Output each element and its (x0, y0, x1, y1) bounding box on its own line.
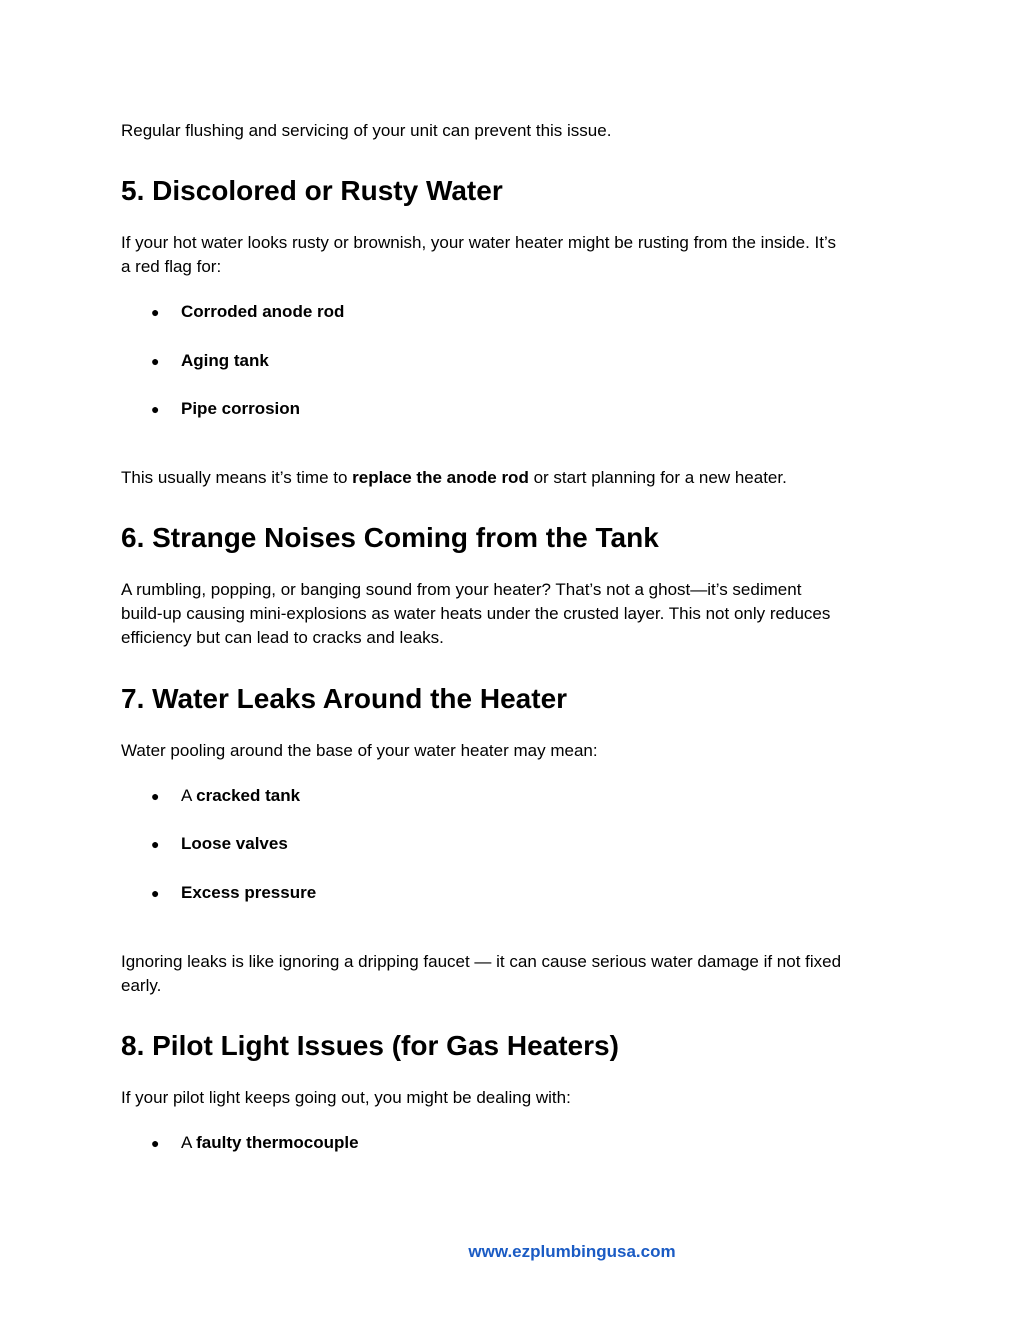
section-5-closing-paragraph: This usually means it’s time to replace the anode rod or start planning for a new heater. (121, 468, 787, 487)
section-8-paragraph: If your pilot light keeps going out, you might be dealing with: (121, 1088, 571, 1107)
list-item-cracked-tank: ● A cracked tank (151, 784, 300, 808)
footer-website-link[interactable]: www.ezplumbingusa.com (468, 1242, 676, 1261)
intro-paragraph: Regular flushing and servicing of your unit can prevent this issue. (121, 121, 612, 140)
bullet-icon: ● (151, 836, 160, 852)
bullet-icon: ● (151, 788, 160, 804)
section-8-heading: 8. Pilot Light Issues (for Gas Heaters) (121, 1030, 619, 1061)
section-5-heading: 5. Discolored or Rusty Water (121, 175, 503, 206)
section-6-paragraph-line-2: build-up causing mini-explosions as water heats under the crusted layer. This not only reduces (121, 604, 831, 623)
footer (0, 1241, 1024, 1263)
bullet-icon: ● (151, 885, 160, 901)
section-7-closing-line-2: early. (121, 976, 162, 995)
list-item-aging-tank (151, 349, 269, 373)
section-7-heading: 7. Water Leaks Around the Heater (121, 683, 568, 714)
list-item-corroded-anode-rod (151, 300, 344, 324)
section-5-paragraph-line-1: If your hot water looks rusty or brownish, your water heater might be rusting from the inside. It’s (121, 233, 836, 252)
list-item-faulty-thermocouple: ● A faulty thermocouple (151, 1131, 359, 1155)
list-item-label: Corroded anode rod (181, 302, 345, 321)
section-5-paragraph-line-2: a red flag for: (121, 257, 222, 276)
section-6-heading: 6. Strange Noises Coming from the Tank (121, 522, 659, 553)
list-item-label: Pipe corrosion (181, 399, 301, 418)
list-item-excess-pressure (151, 881, 316, 905)
list-item-label: Excess pressure (181, 883, 317, 902)
bullet-icon: ● (151, 353, 160, 369)
bullet-icon: ● (151, 1135, 160, 1151)
list-item-pipe-corrosion (151, 397, 300, 421)
section-6-paragraph-line-1: A rumbling, popping, or banging sound from your heater? That’s not a ghost—it’s sediment (121, 580, 802, 599)
list-item-label: Aging tank (181, 351, 269, 370)
section-6-paragraph-line-3: efficiency but can lead to cracks and leaks. (121, 628, 444, 647)
section-7-closing-line-1: Ignoring leaks is like ignoring a dripping faucet — it can cause serious water damage if not fixed (121, 952, 842, 971)
bullet-icon: ● (151, 304, 160, 320)
section-7-paragraph: Water pooling around the base of your water heater may mean: (121, 741, 598, 760)
bullet-icon: ● (151, 401, 160, 417)
list-item-label: Loose valves (181, 834, 288, 853)
list-item-loose-valves (151, 832, 288, 856)
